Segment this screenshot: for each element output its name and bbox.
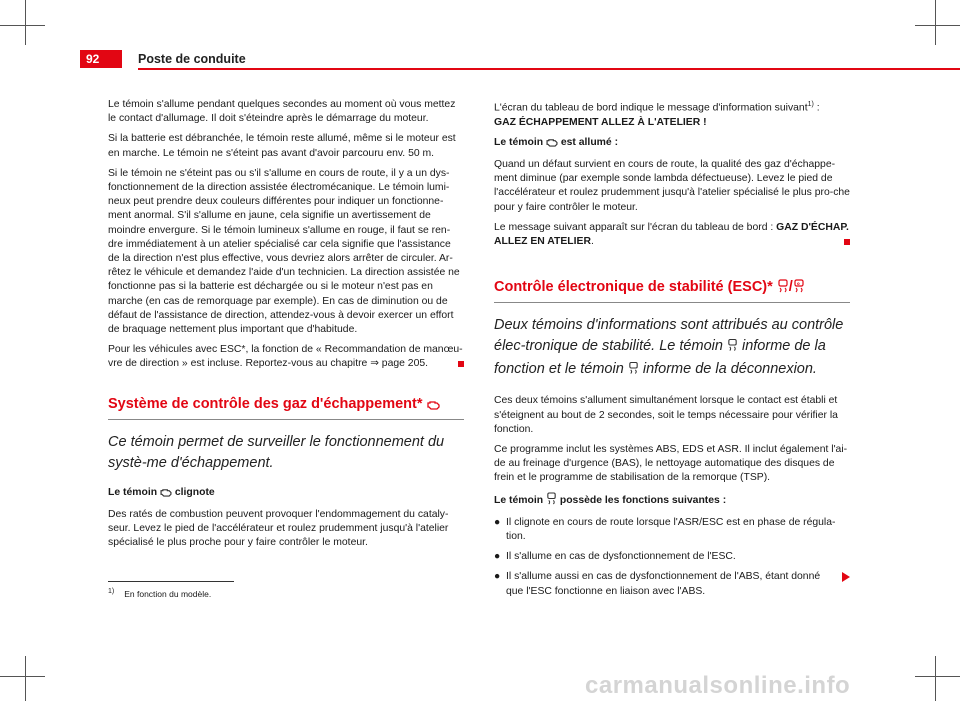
esc-skid-icon bbox=[546, 492, 557, 510]
section-lead: Ce témoin permet de surveiller le fonctionnement du systè-me d'échappement. bbox=[108, 433, 445, 471]
paragraph-tail: : bbox=[813, 102, 820, 114]
subheading-suffix: est allumé : bbox=[560, 136, 619, 148]
subheading bbox=[108, 486, 464, 502]
dashboard-message: GAZ ÉCHAPPEMENT ALLEZ À L'ATELIER ! bbox=[494, 116, 707, 128]
section-title-text: Système de contrôle des gaz d'échappement* bbox=[108, 395, 423, 412]
bullet-dot: ● bbox=[494, 551, 501, 563]
paragraph-tail: . bbox=[590, 236, 594, 248]
esc-off-icon bbox=[793, 279, 805, 299]
footnote-mark: 1) bbox=[108, 588, 115, 595]
dashboard-message: GAZ D'ÉCHAP. ALLEZ EN ATELIER bbox=[494, 221, 849, 248]
paragraph: Des ratés de combustion peuvent provoquer l'endommagement du cataly-seur. Levez le pied de l'accélérateur et roulez prudemment jusqu'à l'atelier spécialisé le plus proche pour y faire contrôler le moteur. bbox=[108, 508, 449, 549]
header-rule bbox=[138, 68, 960, 70]
subheading-prefix: Le témoin bbox=[108, 486, 158, 498]
bullet-dot: ● bbox=[494, 516, 501, 528]
engine-warning-icon bbox=[546, 138, 558, 152]
crop-mark bbox=[935, 656, 936, 701]
right-column bbox=[494, 98, 850, 605]
list-item bbox=[494, 516, 850, 544]
list-item-text: Il s'allume aussi en cas de dysfonctionnement de l'ABS, étant donné que l'ESC fonctionne en liaison avec l'ABS. bbox=[506, 571, 821, 597]
esc-off-icon bbox=[628, 361, 639, 382]
footnote-text: En fonction du modèle. bbox=[124, 588, 212, 599]
section-title-exhaust bbox=[108, 394, 464, 420]
subheading-suffix: clignote bbox=[174, 486, 215, 498]
engine-warning-icon bbox=[160, 488, 172, 502]
paragraph bbox=[494, 98, 850, 130]
paragraph: Le témoin s'allume pendant quelques secondes au moment où vous mettez le contact d'allumage. Il doit s'éteindre après le démarrage du moteur. bbox=[108, 99, 456, 125]
paragraph-text: L'écran du tableau de bord indique le message d'information suivant bbox=[494, 102, 808, 114]
footnote-ref: 1) bbox=[807, 101, 814, 108]
list-item-text: Il clignote en cours de route lorsque l'ASR/ESC est en phase de régula-tion. bbox=[506, 516, 836, 542]
section-title-text: Contrôle électronique de stabilité (ESC)* bbox=[494, 279, 773, 296]
section-lead bbox=[494, 315, 850, 382]
crop-mark bbox=[915, 676, 960, 677]
paragraph-text: Pour les véhicules avec ESC*, la fonction de « Recommandation de manœu-vre de direction » est incluse. Reportez-vous au chapitre ⇒ page 205. bbox=[108, 344, 463, 370]
lead-text: informe de la déconnexion. bbox=[642, 361, 817, 378]
crop-mark bbox=[0, 676, 45, 677]
crop-mark bbox=[25, 656, 26, 701]
subheading-suffix: possède les fonctions suivantes : bbox=[559, 494, 727, 506]
paragraph: Ces deux témoins s'allument simultanément lorsque le contact est établi et s'éteignent au bout de 2 secondes, soit le temps nécessaire pour vérifier la fonction. bbox=[494, 395, 838, 435]
paragraph: Si le témoin ne s'éteint pas ou s'il s'allume en cours de route, il y a un dys-fonctionnement de la direction assistée électromécanique. Le témoin lumi-neux peut prendre deux couleurs différentes pour indiquer un fonctionne-ment anormal. S'il s'allume en jaune, cela signifie un avertissement de moindre envergure. Si le témoin lumineux s'allume en rouge, il faut se ren-dre immédiatement à un atelier spécialisé car cela signifie que l'assistance de la direction n'est plus effective, vous devriez alors arrêter de circuler. Ar-rêtez le véhicule et demandez l'aide d'un technicien. La direction assistée ne fonctionne pas si la batterie est déchargée ou si le moteur n'est pas en marche (en cas de remorquage par exemple). En cas de diminution ou de défaut de l'assistance de direction, attendez-vous à devoir exercer un effort de braquage nettement plus important que d'habitude. bbox=[108, 167, 460, 336]
crop-mark bbox=[915, 25, 960, 26]
footnote bbox=[108, 586, 211, 600]
section-end-mark bbox=[458, 361, 464, 367]
lead-text: Deux témoins d'informations sont attribués au contrôle élec-tronique de stabilité. Le témoin bbox=[494, 317, 844, 355]
subheading bbox=[494, 492, 850, 510]
subheading bbox=[494, 136, 850, 152]
left-column bbox=[108, 98, 464, 556]
paragraph: Si la batterie est débranchée, le témoin reste allumé, même si le moteur est en marche. Le témoin ne s'éteint pas avant d'avoir parcouru env. 50 m. bbox=[108, 133, 456, 159]
paragraph bbox=[108, 343, 464, 371]
list-item bbox=[494, 550, 850, 564]
esc-skid-icon bbox=[777, 279, 789, 299]
crop-mark bbox=[0, 25, 45, 26]
subheading-prefix: Le témoin bbox=[494, 494, 544, 506]
page-title: Poste de conduite bbox=[138, 52, 246, 66]
engine-warning-icon bbox=[427, 396, 440, 416]
list-item bbox=[494, 570, 850, 598]
section-end-mark bbox=[844, 239, 850, 245]
bullet-dot: ● bbox=[494, 571, 501, 583]
icon-separator: / bbox=[788, 279, 793, 296]
paragraph: Quand un défaut survient en cours de route, la qualité des gaz d'échappe-ment diminue (par exemple sonde lambda défectueuse). Levez le pied de l'accélérateur et roulez prudemment jusqu'à l'atelier spécialisé le plus pro-che pour y faire contrôler le moteur. bbox=[494, 159, 850, 213]
paragraph bbox=[494, 221, 850, 249]
continue-arrow-icon bbox=[842, 572, 850, 598]
esc-skid-icon bbox=[727, 338, 738, 359]
list-item-text: Il s'allume en cas de dysfonctionnement de l'ESC. bbox=[506, 551, 736, 563]
subheading-prefix: Le témoin bbox=[494, 136, 544, 148]
page-number: 92 bbox=[80, 50, 122, 68]
lead-text: informe de la fonction et le témoin bbox=[494, 338, 826, 378]
paragraph: Ce programme inclut les systèmes ABS, EDS et ASR. Il inclut également l'ai-de au freinage d'urgence (BAS), le nettoyage automatique des disques de frein et le programme de stabilisation de la remorque (TSP). bbox=[494, 443, 848, 484]
svg-text:o: o bbox=[796, 281, 800, 287]
crop-mark bbox=[935, 0, 936, 45]
crop-mark bbox=[25, 0, 26, 45]
footnote-rule bbox=[108, 581, 234, 582]
watermark: carmanualsonline.info bbox=[585, 672, 851, 699]
section-title-esc bbox=[494, 277, 850, 303]
paragraph-text: Le message suivant apparaît sur l'écran du tableau de bord : bbox=[494, 221, 777, 233]
